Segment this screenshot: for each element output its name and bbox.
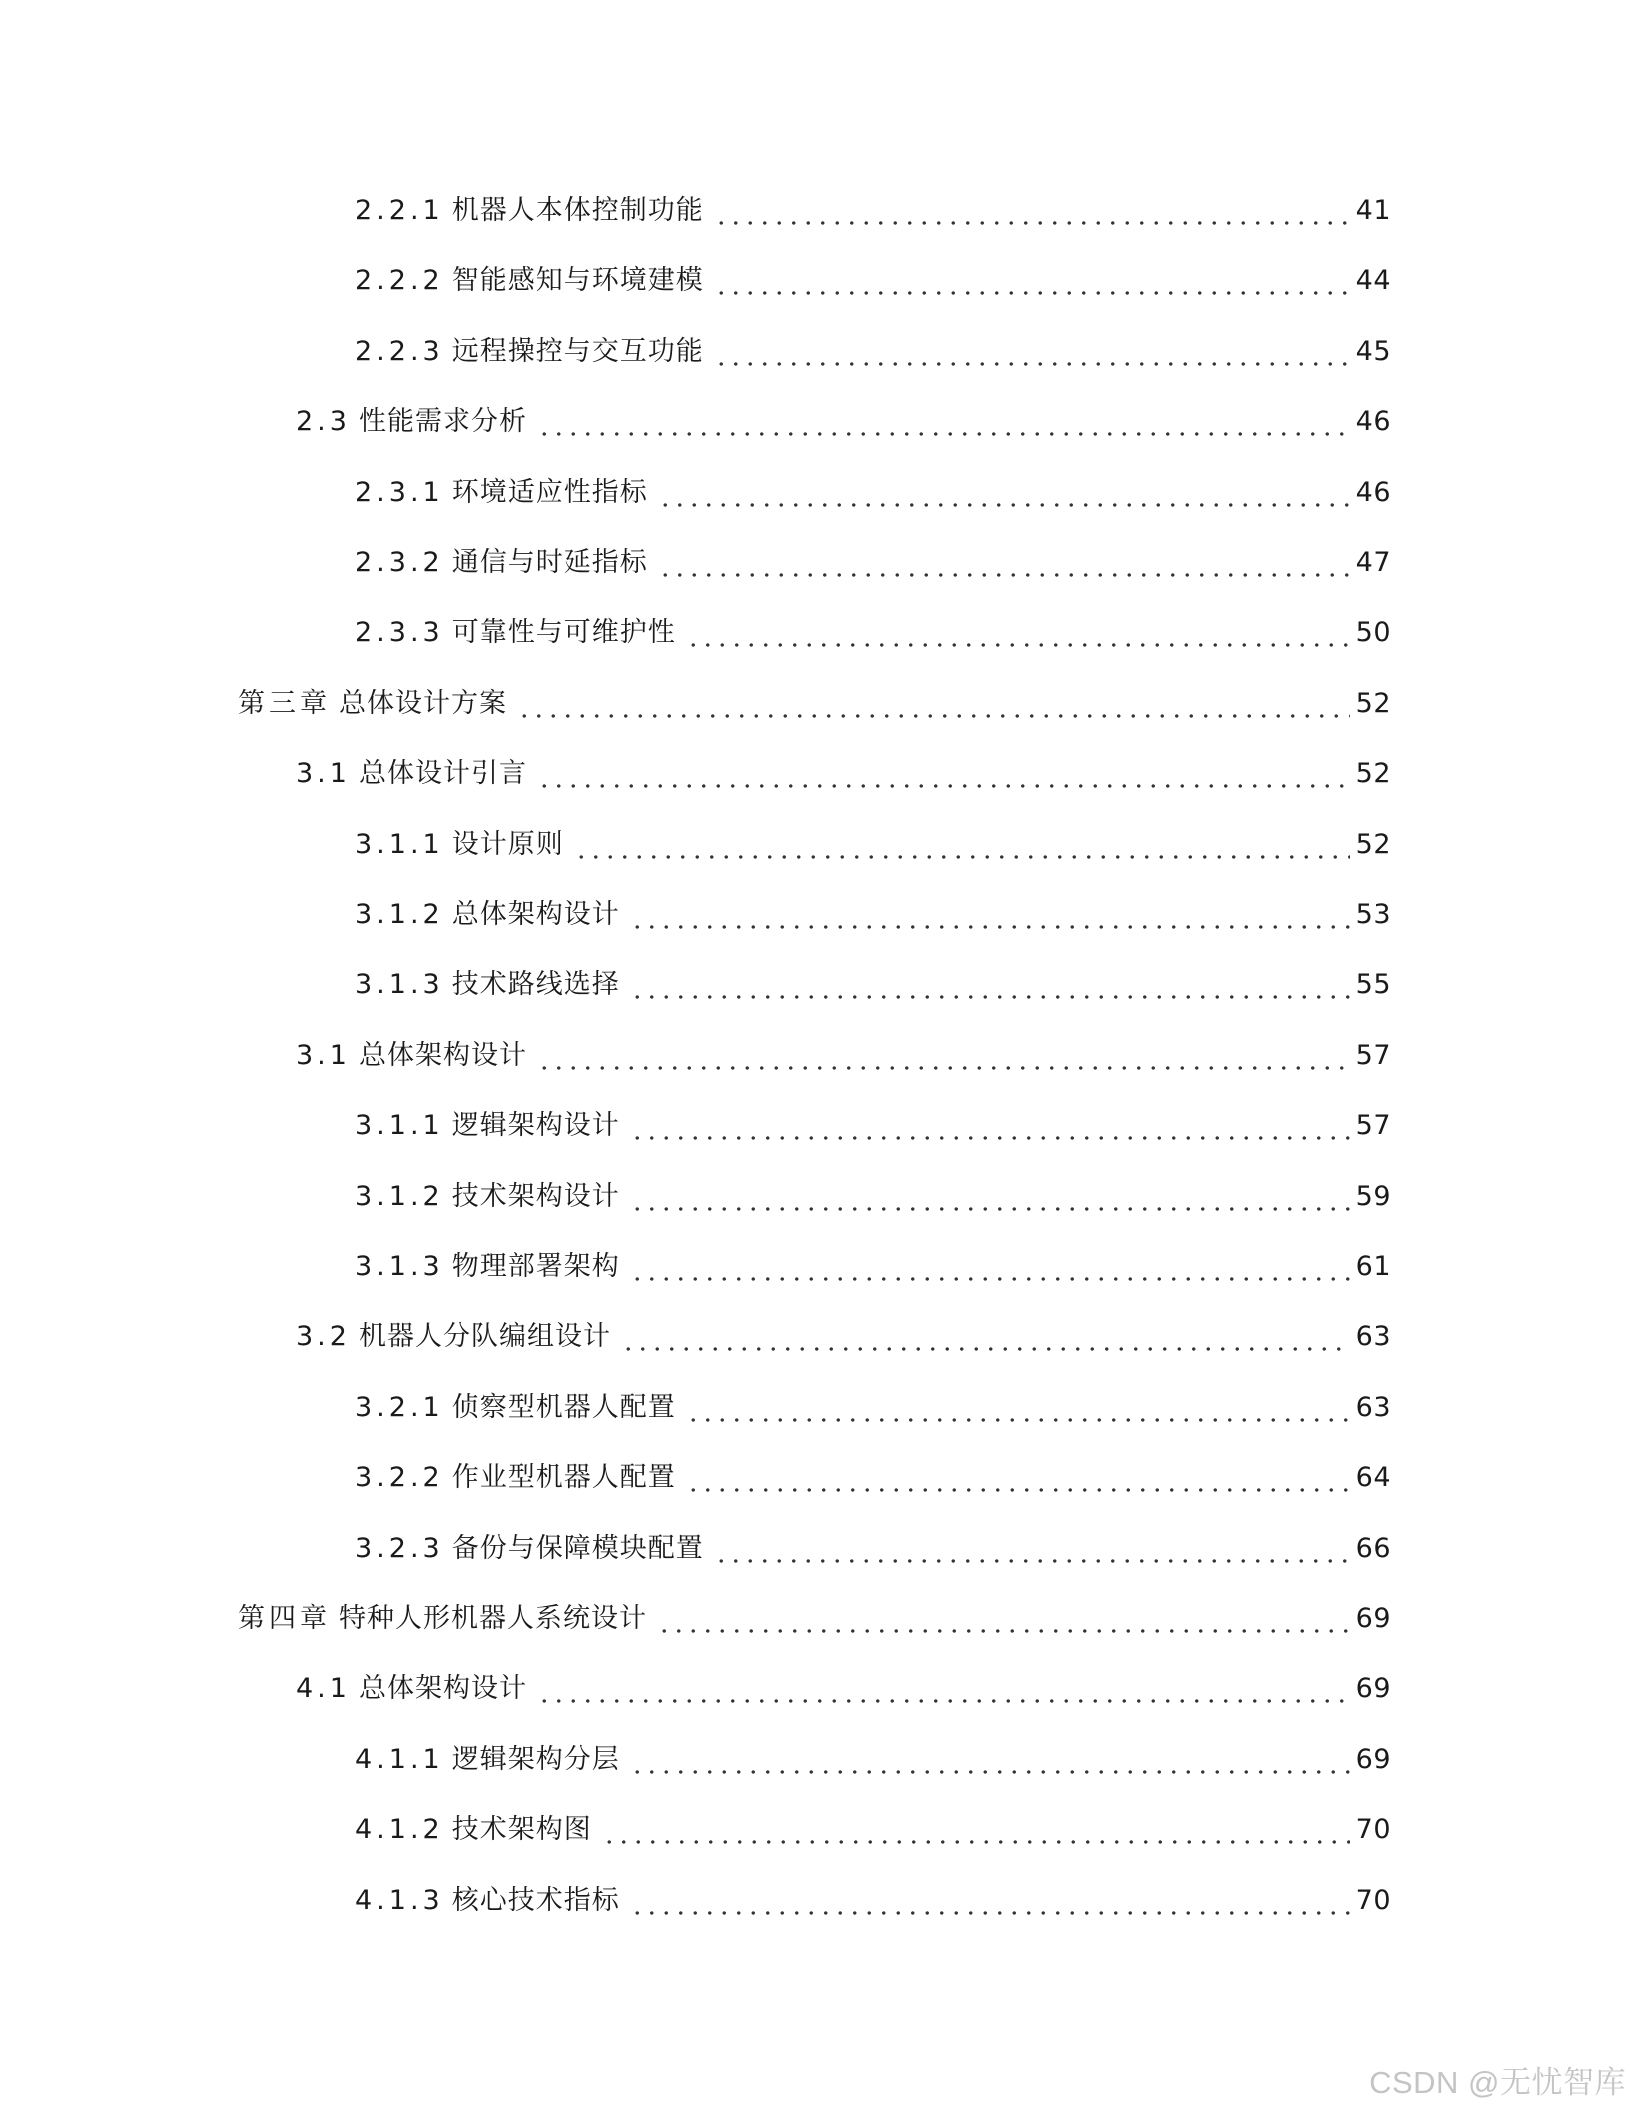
dot-leader — [537, 1034, 1350, 1078]
toc-entry-text: 技术架构设计 — [451, 1180, 620, 1212]
dot-leader — [517, 682, 1350, 726]
toc-entry-text: 作业型机器人配置 — [451, 1462, 676, 1494]
dot-leader — [630, 1245, 1350, 1289]
toc-entry[interactable] — [355, 1175, 1391, 1219]
toc-entry[interactable] — [355, 963, 1391, 1007]
toc-entry-page-number: 41 — [1355, 195, 1391, 226]
toc-entry-title — [355, 1879, 620, 1923]
toc-entry-page-number: 46 — [1355, 476, 1391, 508]
toc-entry[interactable] — [296, 1034, 1391, 1078]
toc-entry-title — [355, 1738, 620, 1782]
toc-entry-text: 性能需求分析 — [358, 406, 527, 438]
dot-leader — [714, 1527, 1350, 1571]
toc-entry-number: 2.2.3 — [355, 335, 444, 367]
toc-entry-text: 技术路线选择 — [451, 969, 620, 1001]
toc-entry-page-number: 46 — [1355, 406, 1391, 438]
toc-entry-page-number: 66 — [1355, 1532, 1391, 1564]
toc-entry-number: 2.3 — [296, 406, 351, 438]
toc-entry-title — [355, 541, 648, 585]
toc-entry-number: 3.1.3 — [355, 969, 444, 1001]
dot-leader — [686, 1386, 1350, 1430]
toc-entry[interactable] — [355, 893, 1391, 937]
dot-leader — [574, 823, 1350, 867]
toc-entry[interactable] — [355, 1245, 1391, 1289]
toc-entry-text: 智能感知与环境建模 — [451, 265, 704, 297]
toc-entry-text: 总体架构设计 — [358, 1673, 527, 1705]
toc-entry-number: 3.1.1 — [355, 1110, 444, 1142]
dot-leader — [630, 1738, 1350, 1782]
toc-entry-page-number: 64 — [1355, 1462, 1391, 1494]
toc-entry-title — [355, 1175, 620, 1219]
toc-entry-page-number: 45 — [1355, 335, 1391, 367]
toc-entry-number: 3.1.3 — [355, 1251, 444, 1282]
toc-entry-title — [296, 1667, 527, 1711]
toc-entry-text: 通信与时延指标 — [451, 547, 648, 578]
dot-leader — [621, 1315, 1350, 1359]
toc-entry[interactable] — [355, 189, 1391, 233]
toc-entry[interactable] — [355, 1879, 1391, 1923]
toc-entry-text: 可靠性与可维护性 — [451, 617, 676, 649]
toc-entry-text: 逻辑架构设计 — [451, 1110, 620, 1142]
dot-leader — [658, 471, 1350, 515]
toc-entry[interactable] — [296, 400, 1391, 444]
toc-entry-page-number: 70 — [1355, 1884, 1391, 1916]
toc-entry-text: 总体设计方案 — [339, 687, 507, 719]
toc-entry-page-number: 59 — [1355, 1180, 1391, 1212]
toc-entry[interactable] — [355, 1104, 1391, 1148]
toc-entry-text: 总体架构设计 — [451, 899, 620, 930]
toc-entry[interactable] — [355, 611, 1391, 655]
dot-leader — [537, 752, 1350, 796]
dot-leader — [630, 893, 1350, 937]
toc-entry-page-number: 52 — [1355, 758, 1391, 790]
toc-entry-text: 环境适应性指标 — [451, 476, 648, 508]
toc-entry[interactable] — [355, 259, 1391, 303]
toc-entry-text: 机器人本体控制功能 — [451, 195, 704, 226]
dot-leader — [714, 259, 1350, 303]
toc-entry-number: 3.1 — [296, 1039, 351, 1071]
toc-entry-number: 3.1.1 — [355, 828, 444, 860]
dot-leader — [537, 400, 1350, 444]
dot-leader — [537, 1667, 1350, 1711]
toc-entry-title — [355, 259, 704, 303]
toc-entry-title — [355, 611, 676, 655]
toc-entry-number: 3.1.2 — [355, 899, 444, 930]
toc-entry-text: 设计原则 — [451, 828, 564, 860]
toc-entry-text: 机器人分队编组设计 — [358, 1321, 611, 1353]
dot-leader — [630, 963, 1350, 1007]
toc-entry-page-number: 69 — [1355, 1673, 1391, 1705]
toc-entry-page-number: 52 — [1355, 687, 1391, 719]
toc-entry-title — [355, 1456, 676, 1500]
toc-entry-title — [296, 752, 527, 796]
toc-entry-number: 3.2 — [296, 1321, 351, 1353]
toc-entry[interactable] — [296, 752, 1391, 796]
toc-entry-number: 2.2.1 — [355, 195, 444, 226]
toc-entry-page-number: 69 — [1355, 1743, 1391, 1775]
toc-entry-text: 总体设计引言 — [358, 758, 527, 790]
dot-leader — [686, 611, 1350, 655]
toc-entry-title — [238, 1597, 647, 1641]
toc-entry[interactable] — [355, 1386, 1391, 1430]
toc-entry-number: 3.1.2 — [355, 1180, 444, 1212]
toc-entry-page-number: 55 — [1355, 969, 1391, 1001]
toc-entry-title — [355, 330, 704, 374]
toc-entry-title — [355, 893, 620, 937]
toc-entry-text: 特种人形机器人系统设计 — [339, 1603, 647, 1634]
toc-entry-title — [355, 1527, 704, 1571]
toc-entry-number: 3.1 — [296, 758, 351, 790]
dot-leader — [602, 1808, 1350, 1852]
toc-entry[interactable] — [355, 1456, 1391, 1500]
toc-entry[interactable] — [355, 541, 1391, 585]
toc-entry-number: 3.2.1 — [355, 1391, 444, 1423]
toc-entry-text: 核心技术指标 — [451, 1884, 620, 1916]
toc-entry[interactable] — [355, 471, 1391, 515]
toc-entry-page-number: 53 — [1355, 899, 1391, 930]
toc-entry-number: 2.3.1 — [355, 476, 444, 508]
toc-entry-title — [238, 682, 507, 726]
watermark: CSDN @无忧智库 — [1369, 2065, 1626, 2100]
toc-entry-text: 物理部署架构 — [451, 1251, 620, 1282]
toc-entry-number: 4.1.1 — [355, 1743, 444, 1775]
toc-entry-title — [355, 1808, 592, 1852]
toc-entry[interactable] — [355, 1527, 1391, 1571]
toc-entry-page-number: 57 — [1355, 1039, 1391, 1071]
toc-entry[interactable] — [238, 682, 1391, 726]
toc-entry-number: 2.3.3 — [355, 617, 444, 649]
toc-entry-page-number: 63 — [1355, 1391, 1391, 1423]
toc-entry-page-number: 61 — [1355, 1251, 1391, 1282]
toc-entry-number: 4.1.3 — [355, 1884, 444, 1916]
dot-leader — [657, 1597, 1350, 1641]
toc-entry-title — [355, 963, 620, 1007]
toc-entry-page-number: 50 — [1355, 617, 1391, 649]
toc-entry-page-number: 69 — [1355, 1603, 1391, 1634]
toc-entry-text: 侦察型机器人配置 — [451, 1391, 676, 1423]
toc-entry[interactable] — [296, 1315, 1391, 1359]
toc-entry-number: 3.2.3 — [355, 1532, 444, 1564]
toc-entry-number: 2.2.2 — [355, 265, 444, 297]
toc-entry[interactable] — [355, 1808, 1391, 1852]
dot-leader — [714, 330, 1350, 374]
toc-entry[interactable] — [296, 1667, 1391, 1711]
toc-entry-number: 4.1 — [296, 1673, 351, 1705]
toc-entry-page-number: 47 — [1355, 547, 1391, 578]
toc-entry-title — [355, 1104, 620, 1148]
toc-entry-text: 远程操控与交互功能 — [451, 335, 704, 367]
dot-leader — [630, 1104, 1350, 1148]
dot-leader — [630, 1175, 1350, 1219]
toc-entry-title — [296, 1315, 611, 1359]
toc-entry-title — [355, 1245, 620, 1289]
toc-entry-title — [355, 471, 648, 515]
toc-entry-number: 3.2.2 — [355, 1462, 444, 1494]
dot-leader — [658, 541, 1350, 585]
dot-leader — [686, 1456, 1350, 1500]
toc-entry[interactable] — [238, 1597, 1391, 1641]
toc-entry-title — [355, 1386, 676, 1430]
toc-entry-title — [296, 1034, 527, 1078]
toc-entry[interactable] — [355, 1738, 1391, 1782]
toc-entry-number: 第三章 — [238, 687, 331, 719]
toc-entry-number: 第四章 — [238, 1603, 331, 1634]
toc-entry[interactable] — [355, 823, 1391, 867]
toc-entry-page-number: 57 — [1355, 1110, 1391, 1142]
toc-entry-text: 技术架构图 — [451, 1814, 592, 1846]
toc-entry-text: 备份与保障模块配置 — [451, 1532, 704, 1564]
toc-entry-page-number: 52 — [1355, 828, 1391, 860]
toc-entry[interactable] — [355, 330, 1391, 374]
toc-entry-text: 总体架构设计 — [358, 1039, 527, 1071]
toc-entry-page-number: 63 — [1355, 1321, 1391, 1353]
toc-entry-number: 2.3.2 — [355, 547, 444, 578]
toc-entry-title — [296, 400, 527, 444]
toc-entry-text: 逻辑架构分层 — [451, 1743, 620, 1775]
dot-leader — [714, 189, 1350, 233]
toc-entry-title — [355, 189, 704, 233]
toc-entry-page-number: 44 — [1355, 265, 1391, 297]
toc-entry-page-number: 70 — [1355, 1814, 1391, 1846]
toc-entry-number: 4.1.2 — [355, 1814, 444, 1846]
dot-leader — [630, 1879, 1350, 1923]
toc-entry-title — [355, 823, 564, 867]
